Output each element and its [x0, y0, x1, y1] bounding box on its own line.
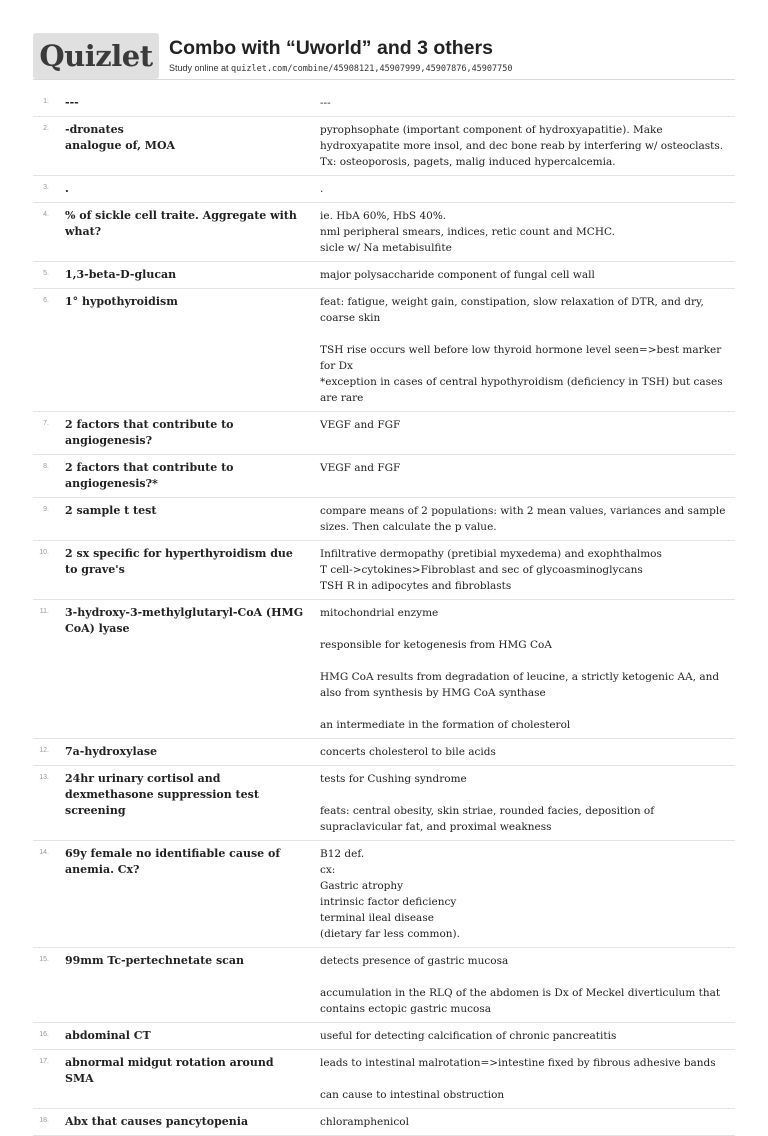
definition-line: useful for detecting calcification of chronic pancreatitis	[320, 1030, 617, 1042]
flashcard-row	[33, 841, 735, 948]
card-definition	[320, 771, 735, 835]
card-definition	[320, 953, 735, 1017]
definition-line: feats: central obesity, skin striae, rounded facies, deposition of supraclavicular fat, and proximal weakness	[320, 805, 658, 833]
combine-url-link[interactable]: quizlet.com/combine/45908121,45907999,45907876,45907750	[231, 64, 513, 74]
card-number: 3.	[43, 184, 49, 191]
card-definition	[320, 503, 735, 535]
definition-line: concerts cholesterol to bile acids	[320, 746, 496, 758]
card-term: 7a-hydroxylase	[65, 745, 158, 758]
card-term: abdominal CT	[65, 1029, 151, 1042]
card-definition	[320, 294, 735, 406]
flashcard-row	[33, 455, 735, 498]
card-term: 1,3-beta-D-glucan	[65, 268, 177, 281]
card-definition	[320, 1114, 735, 1130]
definition-line: mitochondrial enzyme	[320, 607, 439, 619]
card-number: 13.	[39, 774, 49, 781]
definition-line: tests for Cushing syndrome	[320, 773, 467, 785]
card-definition	[320, 546, 735, 594]
definition-line: detects presence of gastric mucosa	[320, 955, 509, 967]
card-definition	[320, 181, 735, 197]
card-definition	[320, 417, 735, 449]
flashcard-row	[33, 1109, 735, 1136]
flashcard-row	[33, 1050, 735, 1109]
page-title: Combo with “Uworld” and 3 others	[169, 37, 493, 59]
card-definition	[320, 460, 735, 492]
definition-line: ie. HbA 60%, HbS 40%.	[320, 210, 447, 222]
definition-line: nml peripheral smears, indices, retic count and MCHC.	[320, 226, 615, 238]
flashcard-row	[33, 739, 735, 766]
definition-line: Infiltrative dermopathy (pretibial myxedema) and exophthalmos	[320, 548, 662, 560]
card-number: 2.	[43, 125, 49, 132]
definition-line: VEGF and FGF	[320, 462, 401, 474]
definition-line: compare means of 2 populations: with 2 mean values, variances and sample sizes. Then calculate the p value.	[320, 505, 729, 533]
definition-line: cx:	[320, 864, 336, 876]
flashcard-row	[33, 498, 735, 541]
page-header	[33, 33, 735, 80]
page-subtitle	[169, 63, 513, 74]
definition-line: major polysaccharide component of fungal cell wall	[320, 269, 595, 281]
card-term: 3-hydroxy-3-methylglutaryl-CoA (HMG CoA) lyase	[65, 606, 307, 635]
card-definition	[320, 208, 735, 256]
flashcard-row	[33, 412, 735, 455]
definition-gap	[320, 621, 735, 637]
definition-line: leads to intestinal malrotation=>intestine fixed by fibrous adhesive bands	[320, 1057, 716, 1069]
card-term: 99mm Tc-pertechnetate scan	[65, 954, 244, 967]
card-term: 69y female no identifiable cause of anemia. Cx?	[65, 847, 284, 876]
definition-line: accumulation in the RLQ of the abdomen is Dx of Meckel diverticulum that contains ectopic gastric mucosa	[320, 987, 724, 1015]
card-term: % of sickle cell traite. Aggregate with what?	[65, 209, 301, 238]
flashcard-row	[33, 541, 735, 600]
card-number: 11.	[39, 608, 49, 615]
card-number: 16.	[39, 1031, 49, 1038]
definition-line: feat: fatigue, weight gain, constipation, slow relaxation of DTR, and dry, coarse skin	[320, 296, 708, 324]
flashcard-row	[33, 1023, 735, 1050]
flashcard-row	[33, 289, 735, 412]
card-term: .	[65, 182, 69, 195]
definition-line: TSH R in adipocytes and fibroblasts	[320, 580, 512, 592]
card-number: 1.	[43, 98, 49, 105]
card-definition	[320, 846, 735, 942]
card-number: 7.	[43, 420, 49, 427]
card-number: 15.	[39, 956, 49, 963]
card-term: Abx that causes pancytopenia	[65, 1115, 249, 1128]
definition-line: chloramphenicol	[320, 1116, 409, 1128]
definition-line: can cause to intestinal obstruction	[320, 1089, 505, 1101]
flashcard-row	[33, 117, 735, 176]
flashcard-row	[33, 600, 735, 739]
definition-line: responsible for ketogenesis from HMG CoA	[320, 639, 552, 651]
quizlet-logo[interactable]: Quizlet	[33, 33, 159, 79]
card-term: -dronates analogue of, MOA	[65, 123, 176, 152]
card-number: 12.	[39, 747, 49, 754]
definition-gap	[320, 326, 735, 342]
flashcard-row	[33, 262, 735, 289]
definition-line: Gastric atrophy	[320, 880, 404, 892]
card-definition	[320, 1028, 735, 1044]
definition-line: HMG CoA results from degradation of leucine, a strictly ketogenic AA, and also from synthesis by HMG CoA synthase	[320, 671, 723, 699]
definition-line: an intermediate in the formation of cholesterol	[320, 719, 571, 731]
flashcard-list	[33, 90, 735, 1136]
card-term: 2 factors that contribute to angiogenesis?*	[65, 461, 238, 490]
card-term: 2 factors that contribute to angiogenesis?	[65, 418, 238, 447]
card-number: 5.	[43, 270, 49, 277]
card-term: abnormal midgut rotation around SMA	[65, 1056, 278, 1085]
card-term: ---	[65, 96, 79, 109]
flashcard-row	[33, 766, 735, 841]
flashcard-row	[33, 203, 735, 262]
card-number: 10.	[39, 549, 49, 556]
definition-line: .	[320, 183, 324, 195]
card-number: 18.	[39, 1117, 49, 1124]
card-term: 2 sx specific for hyperthyroidism due to grave's	[65, 547, 297, 576]
card-number: 4.	[43, 211, 49, 218]
card-term: 24hr urinary cortisol and dexmethasone suppression test screening	[65, 772, 263, 817]
definition-gap	[320, 969, 735, 985]
definition-line: (dietary far less common).	[320, 928, 460, 940]
card-definition	[320, 605, 735, 733]
card-definition	[320, 267, 735, 283]
card-term: 2 sample t test	[65, 504, 157, 517]
card-number: 6.	[43, 297, 49, 304]
card-definition	[320, 95, 735, 111]
definition-line: Tx: osteoporosis, pagets, malig induced hypercalcemia.	[320, 156, 616, 168]
card-number: 17.	[39, 1058, 49, 1065]
definition-line: T cell->cytokines>Fibroblast and sec of glycoasminoglycans	[320, 564, 643, 576]
card-definition	[320, 122, 735, 170]
definition-line: terminal ileal disease	[320, 912, 434, 924]
flashcard-row	[33, 176, 735, 203]
card-number: 14.	[39, 849, 49, 856]
card-number: 8.	[43, 463, 49, 470]
definition-line: sicle w/ Na metabisulfite	[320, 242, 452, 254]
card-definition	[320, 1055, 735, 1103]
definition-gap	[320, 701, 735, 717]
card-definition	[320, 744, 735, 760]
definition-line: ---	[320, 97, 331, 109]
definition-line: pyrophsophate (important component of hydroxyapatitie). Make hydroxyapatite more insol, and dec bone reab by interfering w/ osteoclasts.	[320, 124, 724, 152]
definition-line: VEGF and FGF	[320, 419, 401, 431]
definition-gap	[320, 653, 735, 669]
card-number: 9.	[43, 506, 49, 513]
flashcard-row	[33, 948, 735, 1023]
card-term: 1° hypothyroidism	[65, 295, 178, 308]
definition-line: intrinsic factor deficiency	[320, 896, 457, 908]
definition-gap	[320, 1071, 735, 1087]
subtitle-prefix: Study online at	[169, 63, 232, 73]
definition-line: *exception in cases of central hypothyroidism (deficiency in TSH) but cases are rare	[320, 376, 726, 404]
definition-line: B12 def.	[320, 848, 365, 860]
definition-gap	[320, 787, 735, 803]
flashcard-row	[33, 90, 735, 117]
definition-line: TSH rise occurs well before low thyroid hormone level seen=>best marker for Dx	[320, 344, 725, 372]
